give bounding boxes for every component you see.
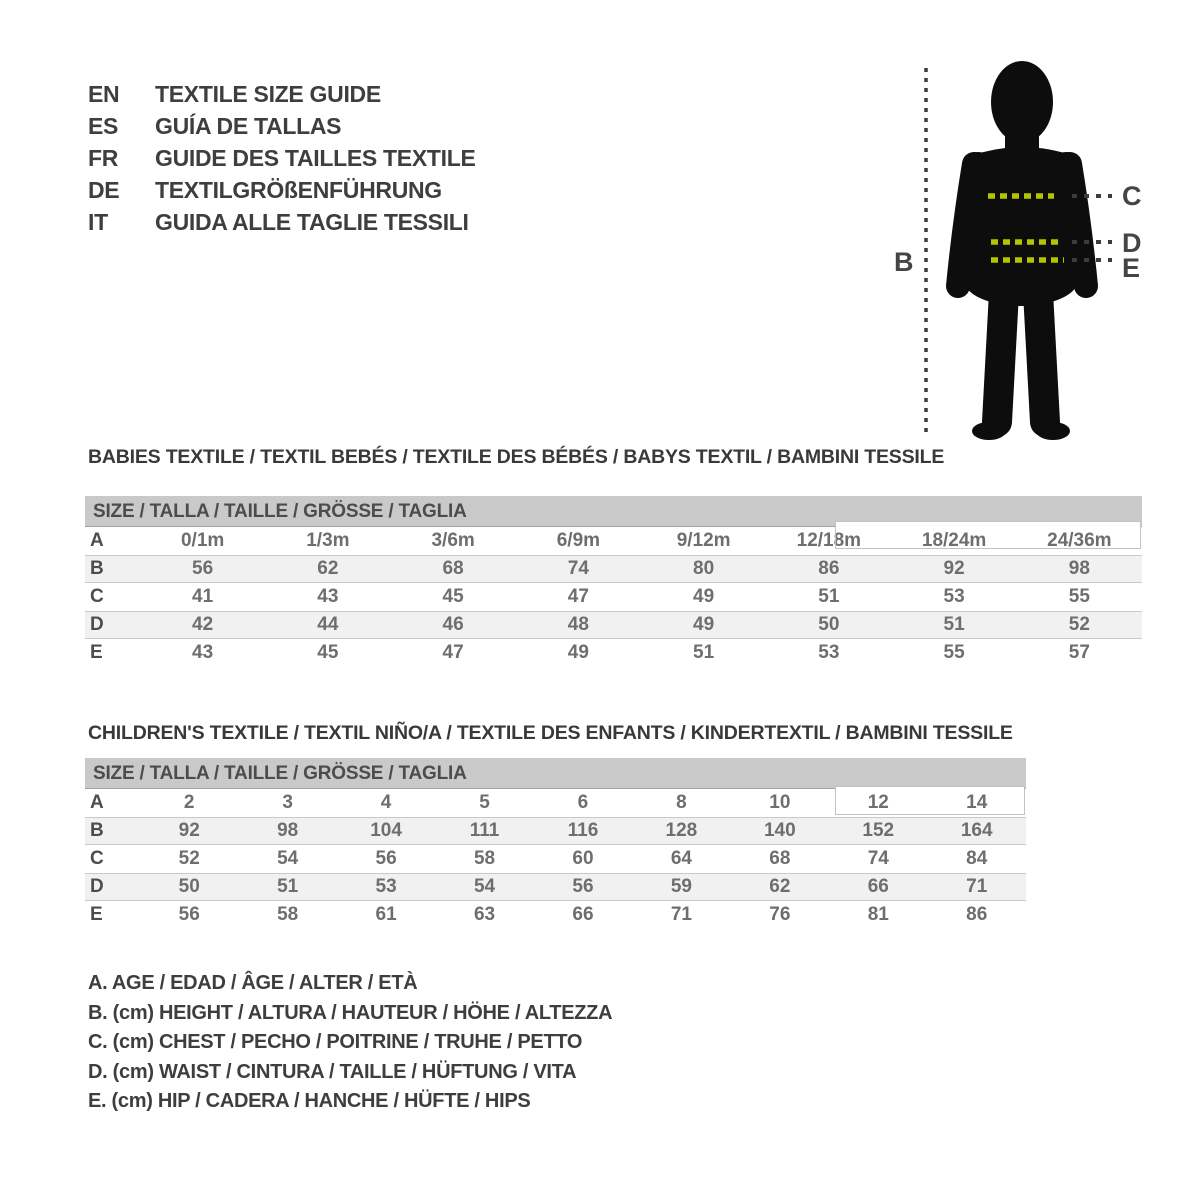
lang-row-fr — [88, 142, 476, 174]
table-cell: 64 — [670, 848, 692, 869]
row-label: E — [90, 904, 103, 925]
table-cell: 66 — [867, 876, 889, 897]
table-cell: 51 — [818, 586, 840, 607]
table-cell: 98 — [1068, 558, 1090, 579]
table-row — [85, 639, 1142, 667]
table-cell: 5 — [479, 792, 490, 813]
table-cell: 47 — [442, 642, 464, 663]
table-cell: 49 — [567, 642, 589, 663]
table-cell: 68 — [769, 848, 791, 869]
table-cell: 60 — [572, 848, 594, 869]
table-cell: 51 — [277, 876, 299, 897]
table-row — [85, 873, 1026, 901]
lang-code: DE — [88, 176, 120, 203]
table-cell: 48 — [567, 614, 589, 635]
table-row — [85, 611, 1142, 639]
table-row — [85, 845, 1026, 873]
table-cell: 63 — [473, 904, 496, 925]
table-cell: 66 — [572, 904, 594, 925]
children-section-title: CHILDREN'S TEXTILE / TEXTIL NIÑO/A / TEXTILE DES ENFANTS / KINDERTEXTIL / BAMBINI TESSILE — [88, 722, 1013, 744]
lang-code: EN — [88, 80, 120, 107]
lang-code: ES — [88, 112, 119, 139]
row-label: A — [90, 792, 104, 813]
table-cell: 3/6m — [431, 530, 475, 551]
lang-code: FR — [88, 144, 119, 171]
table-cell: 80 — [693, 558, 715, 579]
table-cell: 52 — [1068, 614, 1090, 635]
child-silhouette — [958, 61, 1086, 440]
lang-title: GUÍA DE TALLAS — [155, 112, 342, 139]
table-cell: 51 — [943, 614, 965, 635]
table-cell: 128 — [665, 820, 698, 841]
legend-age: A. AGE / EDAD / ÂGE / ALTER / ETÀ — [88, 972, 418, 994]
table-cell: 84 — [966, 848, 988, 869]
table-cell: 140 — [763, 820, 796, 841]
table-cell: 92 — [943, 558, 965, 579]
table-cell: 46 — [442, 614, 464, 635]
hip-label: E — [1122, 253, 1141, 283]
table-cell: 55 — [943, 642, 965, 663]
table-cell: 4 — [380, 792, 392, 813]
lang-title: GUIDE DES TAILLES TEXTILE — [155, 144, 476, 171]
table-cell: 53 — [375, 876, 397, 897]
table-cell: 51 — [693, 642, 715, 663]
table-cell: 18/24m — [921, 530, 987, 551]
measurement-legend — [88, 972, 612, 1120]
table-cell: 47 — [567, 586, 589, 607]
table-cell: 0/1m — [180, 530, 225, 551]
table-cell: 104 — [370, 820, 402, 841]
table-cell: 92 — [178, 820, 200, 841]
lang-title: TEXTILE SIZE GUIDE — [155, 80, 381, 107]
table-cell: 62 — [317, 558, 339, 579]
row-label: C — [90, 848, 104, 869]
row-label: E — [90, 642, 103, 663]
lang-title: GUIDA ALLE TAGLIE TESSILI — [155, 208, 469, 235]
table-cell: 59 — [670, 876, 692, 897]
legend-chest: C. (cm) CHEST / PECHO / POITRINE / TRUHE / PETTO — [88, 1031, 583, 1054]
table-cell: 116 — [567, 820, 599, 841]
table-cell: 12 — [867, 792, 889, 813]
row-label: C — [90, 586, 104, 607]
table-cell: 71 — [966, 876, 988, 897]
table-cell: 56 — [192, 558, 214, 579]
table-cell: 152 — [862, 820, 895, 841]
lang-title: TEXTILGRÖßENFÜHRUNG — [155, 176, 442, 203]
legend-waist: D. (cm) WAIST / CINTURA / TAILLE / HÜFTUNG / VITA — [88, 1060, 577, 1083]
table-cell: 45 — [442, 586, 464, 607]
table-cell: 6 — [577, 792, 589, 813]
babies-section-title: BABIES TEXTILE / TEXTIL BEBÉS / TEXTILE DES BÉBÉS / BABYS TEXTIL / BAMBINI TESSILE — [88, 446, 945, 468]
table-cell: 1/3m — [306, 530, 350, 551]
babies-selection-box — [835, 521, 1141, 549]
table-cell: 52 — [178, 848, 200, 869]
size-header-band: SIZE / TALLA / TAILLE / GRÖSSE / TAGLIA — [85, 758, 1026, 789]
row-label: D — [90, 876, 104, 897]
table-cell: 86 — [966, 904, 988, 925]
table-cell: 56 — [178, 904, 200, 925]
table-cell: 12/18m — [796, 530, 862, 551]
row-label: B — [90, 558, 104, 579]
row-label: A — [90, 530, 104, 551]
table-cell: 74 — [867, 848, 889, 869]
row-label: B — [90, 820, 104, 841]
table-cell: 86 — [818, 558, 840, 579]
children-selection-box — [835, 786, 1025, 815]
table-cell: 2 — [183, 792, 195, 813]
child-silhouette-diagram — [870, 40, 1200, 460]
table-cell: 58 — [277, 904, 299, 925]
table-cell: 61 — [375, 904, 397, 925]
table-cell: 49 — [693, 586, 715, 607]
babies-size-table — [85, 496, 1142, 667]
table-row — [85, 555, 1142, 583]
table-row — [85, 901, 1026, 929]
waist-label: D — [1122, 228, 1142, 258]
table-cell: 164 — [960, 820, 993, 841]
children-size-table — [85, 758, 1026, 929]
table-cell: 6/9m — [556, 530, 601, 551]
table-cell: 50 — [818, 614, 840, 635]
language-title-list — [88, 78, 476, 238]
lang-row-es — [88, 110, 476, 142]
table-cell: 43 — [317, 586, 339, 607]
lang-row-en — [88, 78, 476, 110]
table-cell: 74 — [567, 558, 589, 579]
table-cell: 49 — [693, 614, 715, 635]
table-cell: 54 — [473, 876, 496, 897]
table-cell: 14 — [966, 792, 988, 813]
table-cell: 53 — [943, 586, 965, 607]
table-cell: 24/36m — [1047, 530, 1112, 551]
table-cell: 41 — [192, 586, 214, 607]
row-label: D — [90, 614, 104, 635]
table-cell: 76 — [769, 904, 791, 925]
table-cell: 43 — [192, 642, 214, 663]
lang-code: IT — [88, 208, 108, 235]
table-cell: 45 — [317, 642, 339, 663]
lang-row-it — [88, 206, 476, 238]
legend-hip: E. (cm) HIP / CADERA / HANCHE / HÜFTE / HIPS — [88, 1090, 531, 1113]
height-label: B — [894, 247, 914, 277]
table-cell: 3 — [282, 792, 293, 813]
table-cell: 54 — [277, 848, 299, 869]
table-cell: 50 — [178, 876, 200, 897]
table-cell: 56 — [572, 876, 594, 897]
table-cell: 8 — [676, 792, 687, 813]
table-cell: 42 — [192, 614, 214, 635]
table-cell: 53 — [818, 642, 840, 663]
table-cell: 111 — [469, 820, 500, 841]
table-cell: 9/12m — [676, 530, 731, 551]
table-cell: 81 — [867, 904, 889, 925]
table-cell: 62 — [769, 876, 791, 897]
table-row — [85, 817, 1026, 845]
table-cell: 71 — [670, 904, 692, 925]
lang-row-de — [88, 174, 476, 206]
table-cell: 57 — [1068, 642, 1090, 663]
size-header-band: SIZE / TALLA / TAILLE / GRÖSSE / TAGLIA — [85, 496, 1142, 527]
table-cell: 68 — [442, 558, 464, 579]
table-cell: 98 — [277, 820, 299, 841]
table-cell: 44 — [317, 614, 339, 635]
chest-label: C — [1122, 181, 1142, 211]
table-cell: 56 — [375, 848, 397, 869]
legend-height: B. (cm) HEIGHT / ALTURA / HAUTEUR / HÖHE / ALTEZZA — [88, 1001, 613, 1024]
table-row — [85, 583, 1142, 611]
table-cell: 58 — [473, 848, 496, 869]
table-cell: 55 — [1068, 586, 1090, 607]
table-cell: 10 — [769, 792, 791, 813]
